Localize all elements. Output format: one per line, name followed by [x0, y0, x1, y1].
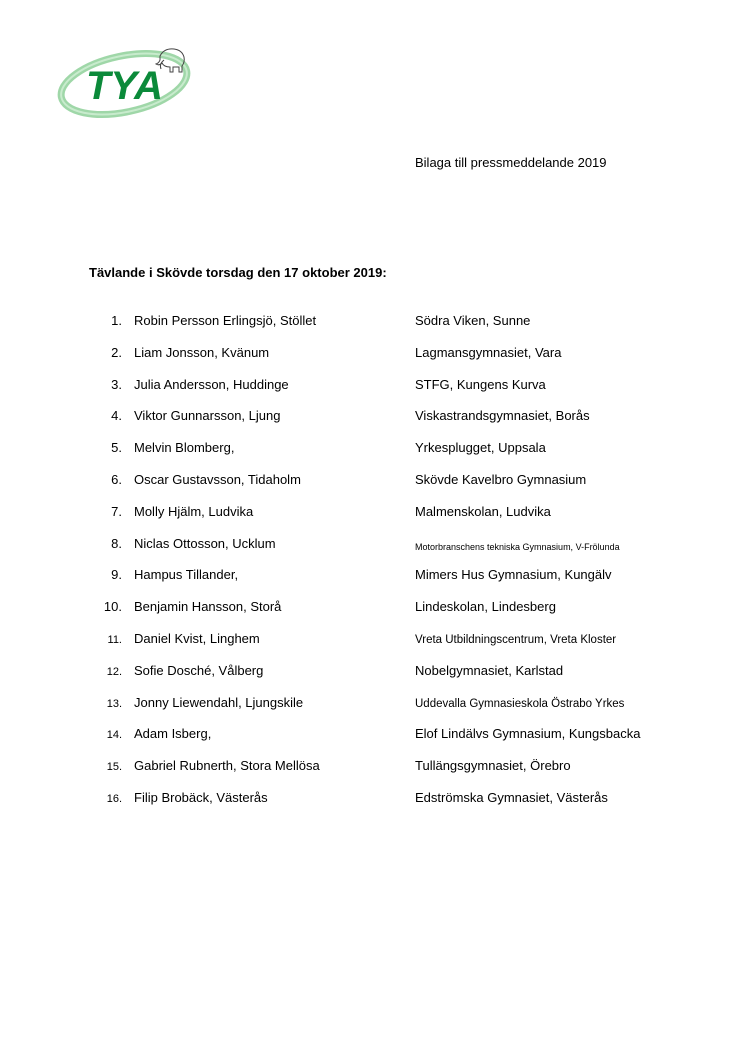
participant-name: Gabriel Rubnerth, Stora Mellösa [134, 758, 320, 774]
participant-school: Lindeskolan, Lindesberg [415, 599, 556, 615]
participant-number: 4. [111, 408, 122, 424]
list-item [0, 504, 746, 536]
participant-school: Uddevalla Gymnasieskola Östrabo Yrkes [415, 697, 625, 710]
participant-name: Adam Isberg, [134, 726, 212, 742]
participant-school: Edströmska Gymnasiet, Västerås [415, 789, 608, 805]
logo-text: TYA [86, 64, 164, 108]
participant-number: 3. [111, 376, 122, 392]
list-item [0, 536, 746, 568]
list-item [0, 472, 746, 504]
participant-number: 10. [103, 599, 122, 615]
list-item [0, 663, 746, 695]
list-item [0, 695, 746, 727]
tya-logo [56, 40, 198, 120]
list-item [0, 726, 746, 758]
participant-school: Yrkesplugget, Uppsala [415, 440, 546, 456]
participant-name: Filip Brobäck, Västerås [134, 789, 268, 805]
list-item [0, 345, 746, 377]
participant-school: STFG, Kungens Kurva [415, 376, 546, 392]
attachment-subtitle: Bilaga till pressmeddelande 2019 [415, 155, 607, 170]
participant-name: Robin Persson Erlingsjö, Stöllet [134, 313, 317, 328]
participant-number: 11. [107, 633, 122, 646]
participant-school: Vreta Utbildningscentrum, Vreta Kloster [415, 633, 617, 646]
participant-name: Melvin Blomberg, [134, 440, 235, 456]
participant-name: Liam Jonsson, Kvänum [134, 344, 270, 360]
participant-name: Molly Hjälm, Ludvika [134, 503, 254, 519]
participant-number: 9. [111, 567, 122, 583]
list-item [0, 758, 746, 790]
participant-school: Tullängsgymnasiet, Örebro [415, 758, 571, 774]
list-item [0, 408, 746, 440]
tya-logo-graphic [56, 40, 198, 120]
list-item [0, 631, 746, 663]
participant-number: 13. [106, 697, 122, 710]
list-item [0, 599, 746, 631]
list-item [0, 567, 746, 599]
participant-school: Malmenskolan, Ludvika [415, 503, 551, 519]
participant-name: Jonny Liewendahl, Ljungskile [134, 694, 304, 710]
participant-number: 12. [106, 665, 122, 678]
list-item [0, 377, 746, 409]
participants-list [0, 313, 746, 822]
participant-number: 16. [106, 792, 122, 805]
participant-name: Niclas Ottosson, Ucklum [134, 535, 276, 551]
participant-name: Daniel Kvist, Linghem [134, 630, 260, 646]
list-item [0, 313, 746, 345]
participant-school: Mimers Hus Gymnasium, Kungälv [415, 567, 612, 583]
page-heading: Tävlande i Skövde torsdag den 17 oktober 2019: [89, 265, 387, 280]
participant-number: 2. [111, 344, 122, 360]
participant-number: 1. [111, 313, 122, 328]
participant-name: Benjamin Hansson, Storå [134, 599, 282, 615]
participant-number: 7. [111, 503, 122, 519]
participant-school: Elof Lindälvs Gymnasium, Kungsbacka [415, 726, 641, 742]
participant-number: 6. [111, 471, 122, 487]
participant-school: Motorbranschens tekniska Gymnasium, V-Frölunda [415, 541, 620, 552]
list-item [0, 440, 746, 472]
participant-name: Hampus Tillander, [134, 567, 239, 583]
participant-school: Viskastrandsgymnasiet, Borås [415, 408, 590, 424]
participant-name: Julia Andersson, Huddinge [134, 376, 289, 392]
participant-name: Oscar Gustavsson, Tidaholm [134, 471, 301, 487]
participant-school: Skövde Kavelbro Gymnasium [415, 471, 587, 487]
participant-school: Nobelgymnasiet, Karlstad [415, 662, 564, 678]
participant-number: 14. [106, 729, 122, 742]
list-item [0, 790, 746, 822]
participant-name: Viktor Gunnarsson, Ljung [134, 408, 281, 424]
participant-school: Södra Viken, Sunne [415, 313, 531, 328]
participant-number: 5. [111, 440, 122, 456]
participant-name: Sofie Dosché, Vålberg [134, 662, 264, 678]
participant-school: Lagmansgymnasiet, Vara [415, 344, 562, 360]
participant-number: 8. [111, 535, 122, 551]
participant-number: 15. [106, 761, 122, 774]
